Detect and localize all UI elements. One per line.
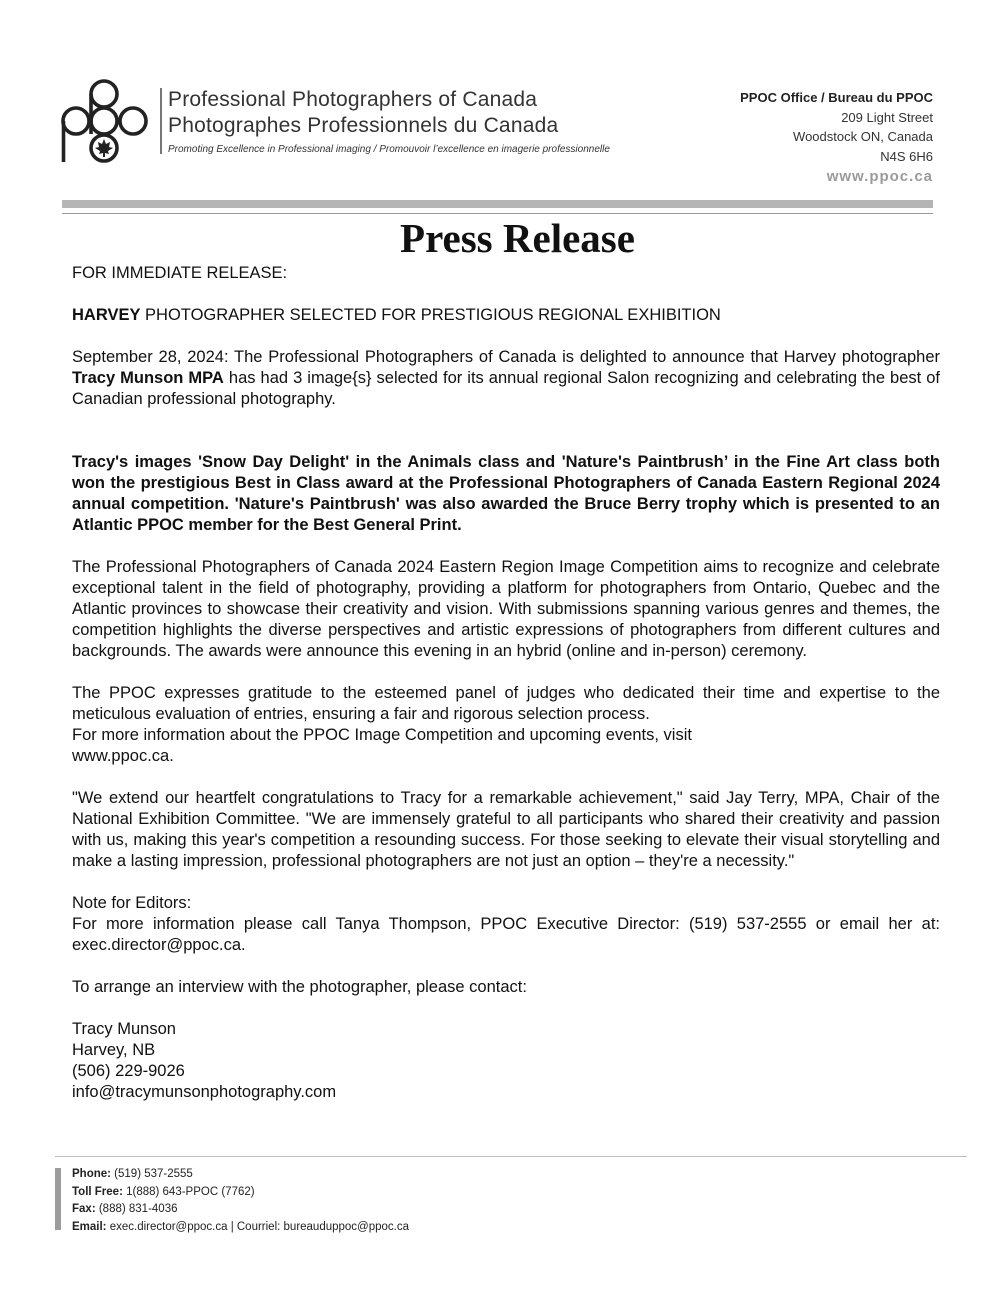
- footer-contact: [72, 1166, 409, 1236]
- contact-phone: (506) 229-9026: [72, 1062, 185, 1080]
- press-release-body: [72, 263, 940, 1103]
- intro-text-1: September 28, 2024: The Professional Photographers of Canada is delighted to announce that Harvey photographer: [72, 348, 940, 366]
- footer-email-label: Email:: [72, 1220, 107, 1233]
- tagline: Promoting Excellence in Professional imaging / Promouvoir l’excellence en imagerie professionnelle: [168, 144, 610, 155]
- more-info-link[interactable]: www.ppoc.ca.: [72, 747, 174, 765]
- letterhead: [0, 0, 1000, 200]
- header-divider: [160, 88, 162, 154]
- footer-tollfree: [72, 1184, 409, 1202]
- footer-fax-value: (888) 831-4036: [95, 1203, 178, 1215]
- footer-phone-label: Phone:: [72, 1168, 111, 1180]
- competition-paragraph: The Professional Photographers of Canada 2024 Eastern Region Image Competition aims to recognize and celebrate exceptional talent in the field of photography, providing a platform for photographers from Ontario, Quebec and the Atlantic provinces to showcase their creativity and vision. With submissions spanning various genres and themes, the competition highlights the diverse perspectives and artistic expressions of photographers from different cultures and backgrounds. The awards were announce this evening in an hybrid (online and in-person) ceremony.: [72, 558, 940, 660]
- intro-text-2: has had 3 image{s} selected for its annual regional Salon recognizing and celebrating the best of Canadian professional photography.: [72, 369, 940, 408]
- footer-rule: [55, 1156, 967, 1157]
- editors-note-label: Note for Editors:: [72, 894, 192, 912]
- quote-paragraph: "We extend our heartfelt congratulations to Tracy for a remarkable achievement," said Jay Terry, MPA, Chair of the National Exhibition Committee. "We are immensely grateful to all participants who shared their creativity and passion with us, making this year's competition a resounding success. For those seeking to elevate their visual storytelling and make a lasting impression, professional photographers are not just an option – they're a necessity.": [72, 789, 940, 870]
- interview-line: To arrange an interview with the photographer, please contact:: [72, 978, 527, 996]
- footer-email-value[interactable]: exec.director@ppoc.ca | Courriel: bureauduppoc@ppoc.ca: [106, 1220, 410, 1233]
- office-address: [740, 88, 933, 187]
- footer-phone-value: (519) 537-2555: [110, 1168, 193, 1180]
- contact-name: Tracy Munson: [72, 1020, 176, 1038]
- footer-fax: [72, 1201, 409, 1219]
- office-street: 209 Light Street: [841, 109, 933, 125]
- org-name-fr: Photographes Professionnels du Canada: [168, 114, 559, 137]
- release-line: FOR IMMEDIATE RELEASE:: [72, 264, 288, 282]
- footer-phone: [72, 1166, 409, 1184]
- footer-tollfree-label: Toll Free:: [72, 1185, 123, 1198]
- org-name-en: Professional Photographers of Canada: [168, 88, 538, 111]
- ppoc-logo-icon: [60, 78, 156, 164]
- page-title: Press Release: [400, 215, 635, 261]
- footer-accent-bar: [55, 1168, 61, 1230]
- office-postal: N4S 6H6: [880, 148, 933, 164]
- office-title: PPOC Office / Bureau du PPOC: [740, 90, 933, 105]
- award-paragraph: Tracy's images 'Snow Day Delight' in the Animals class and 'Nature's Paintbrush’ in the Fine Art class both won the prestigious Best in Class award at the Professional Photographers of Canada Eastern Regional 2024 annual competition. 'Nature's Paintbrush' was also awarded the Bruce Berry trophy which is presented to an Atlantic PPOC member for the Best General Print.: [72, 453, 940, 534]
- contact-location: Harvey, NB: [72, 1041, 156, 1059]
- gratitude-paragraph: The PPOC expresses gratitude to the esteemed panel of judges who dedicated their time and expertise to the meticulous evaluation of entries, ensuring a fair and rigorous selection process.: [72, 684, 940, 723]
- photographer-name: Tracy Munson MPA: [72, 369, 224, 387]
- footer-email: [72, 1219, 409, 1237]
- website-link[interactable]: www.ppoc.ca: [826, 168, 933, 185]
- intro-paragraph: [72, 347, 940, 410]
- headline: [72, 305, 940, 326]
- header-rule: [62, 200, 933, 208]
- office-city: Woodstock ON, Canada: [793, 129, 933, 144]
- editors-note-text: For more information please call Tanya Thompson, PPOC Executive Director: (519) 537-2555 or email her at: exec.director@ppoc.ca.: [72, 915, 940, 954]
- headline-bold: HARVEY: [72, 306, 141, 324]
- headline-rest: PHOTOGRAPHER SELECTED FOR PRESTIGIOUS REGIONAL EXHIBITION: [140, 306, 721, 324]
- more-info-line: For more information about the PPOC Image Competition and upcoming events, visit: [72, 726, 692, 744]
- contact-email[interactable]: info@tracymunsonphotography.com: [72, 1083, 337, 1101]
- footer-fax-label: Fax:: [72, 1203, 96, 1215]
- footer-tollfree-value: 1(888) 643-PPOC (7762): [122, 1185, 255, 1198]
